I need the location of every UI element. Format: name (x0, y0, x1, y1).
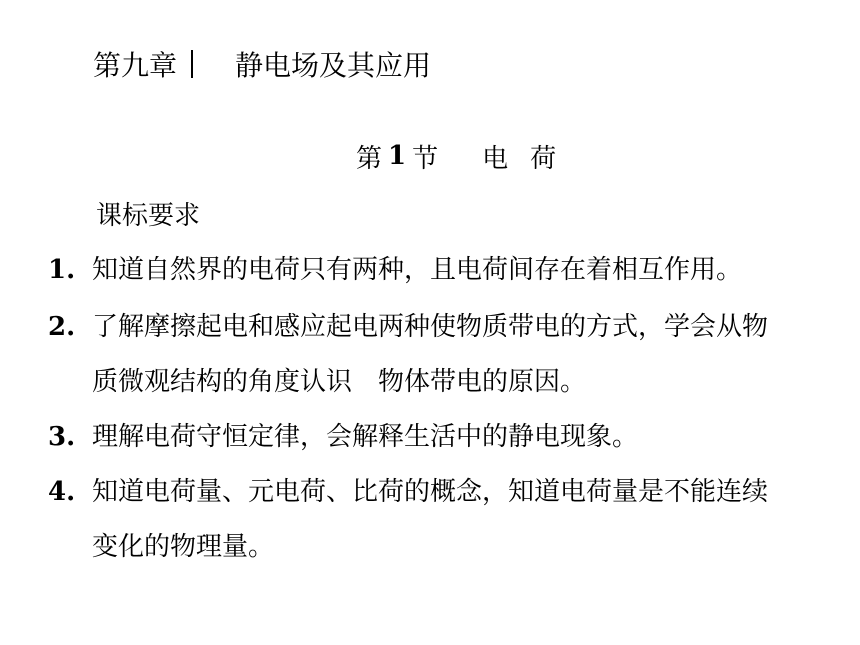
requirement-text: 知道自然界的电荷只有两种，且电荷间存在着相互作用。 (92, 255, 743, 285)
chapter-title: 静电场及其应用 (235, 49, 432, 82)
requirement-number: 3. (48, 422, 76, 452)
requirement-text: 理解电荷守恒定律，会解释生活中的静电现象。 (92, 422, 639, 452)
requirement-item-1 (0, 252, 860, 288)
requirement-number: 4. (48, 477, 76, 507)
chapter-header (93, 44, 431, 84)
requirement-item-2-continued (0, 364, 860, 400)
section-prefix: 第 (356, 143, 383, 174)
chapter-divider (191, 50, 193, 78)
requirements-heading: 课标要求 (96, 201, 201, 231)
requirement-item-4-continued (0, 529, 860, 565)
chapter-label: 第九章 (93, 49, 178, 82)
requirement-item-4 (0, 474, 860, 510)
requirement-item-2 (0, 309, 860, 345)
requirement-text: 质微观结构的角度认识 物体带电的原因。 (92, 367, 587, 397)
requirement-text: 知道电荷量、元电荷、比荷的概念，知道电荷量是不能连续 (92, 477, 769, 507)
requirement-number: 2. (48, 312, 76, 342)
section-name: 电荷 (482, 143, 579, 174)
section-suffix: 节 (412, 143, 439, 174)
requirement-text: 变化的物理量。 (92, 532, 275, 562)
requirement-number: 1. (48, 255, 76, 285)
section-title (356, 138, 578, 174)
section-number: 1 (388, 141, 407, 171)
requirement-item-3 (0, 419, 860, 455)
requirement-text: 了解摩擦起电和感应起电两种使物质带电的方式，学会从物 (92, 312, 769, 342)
